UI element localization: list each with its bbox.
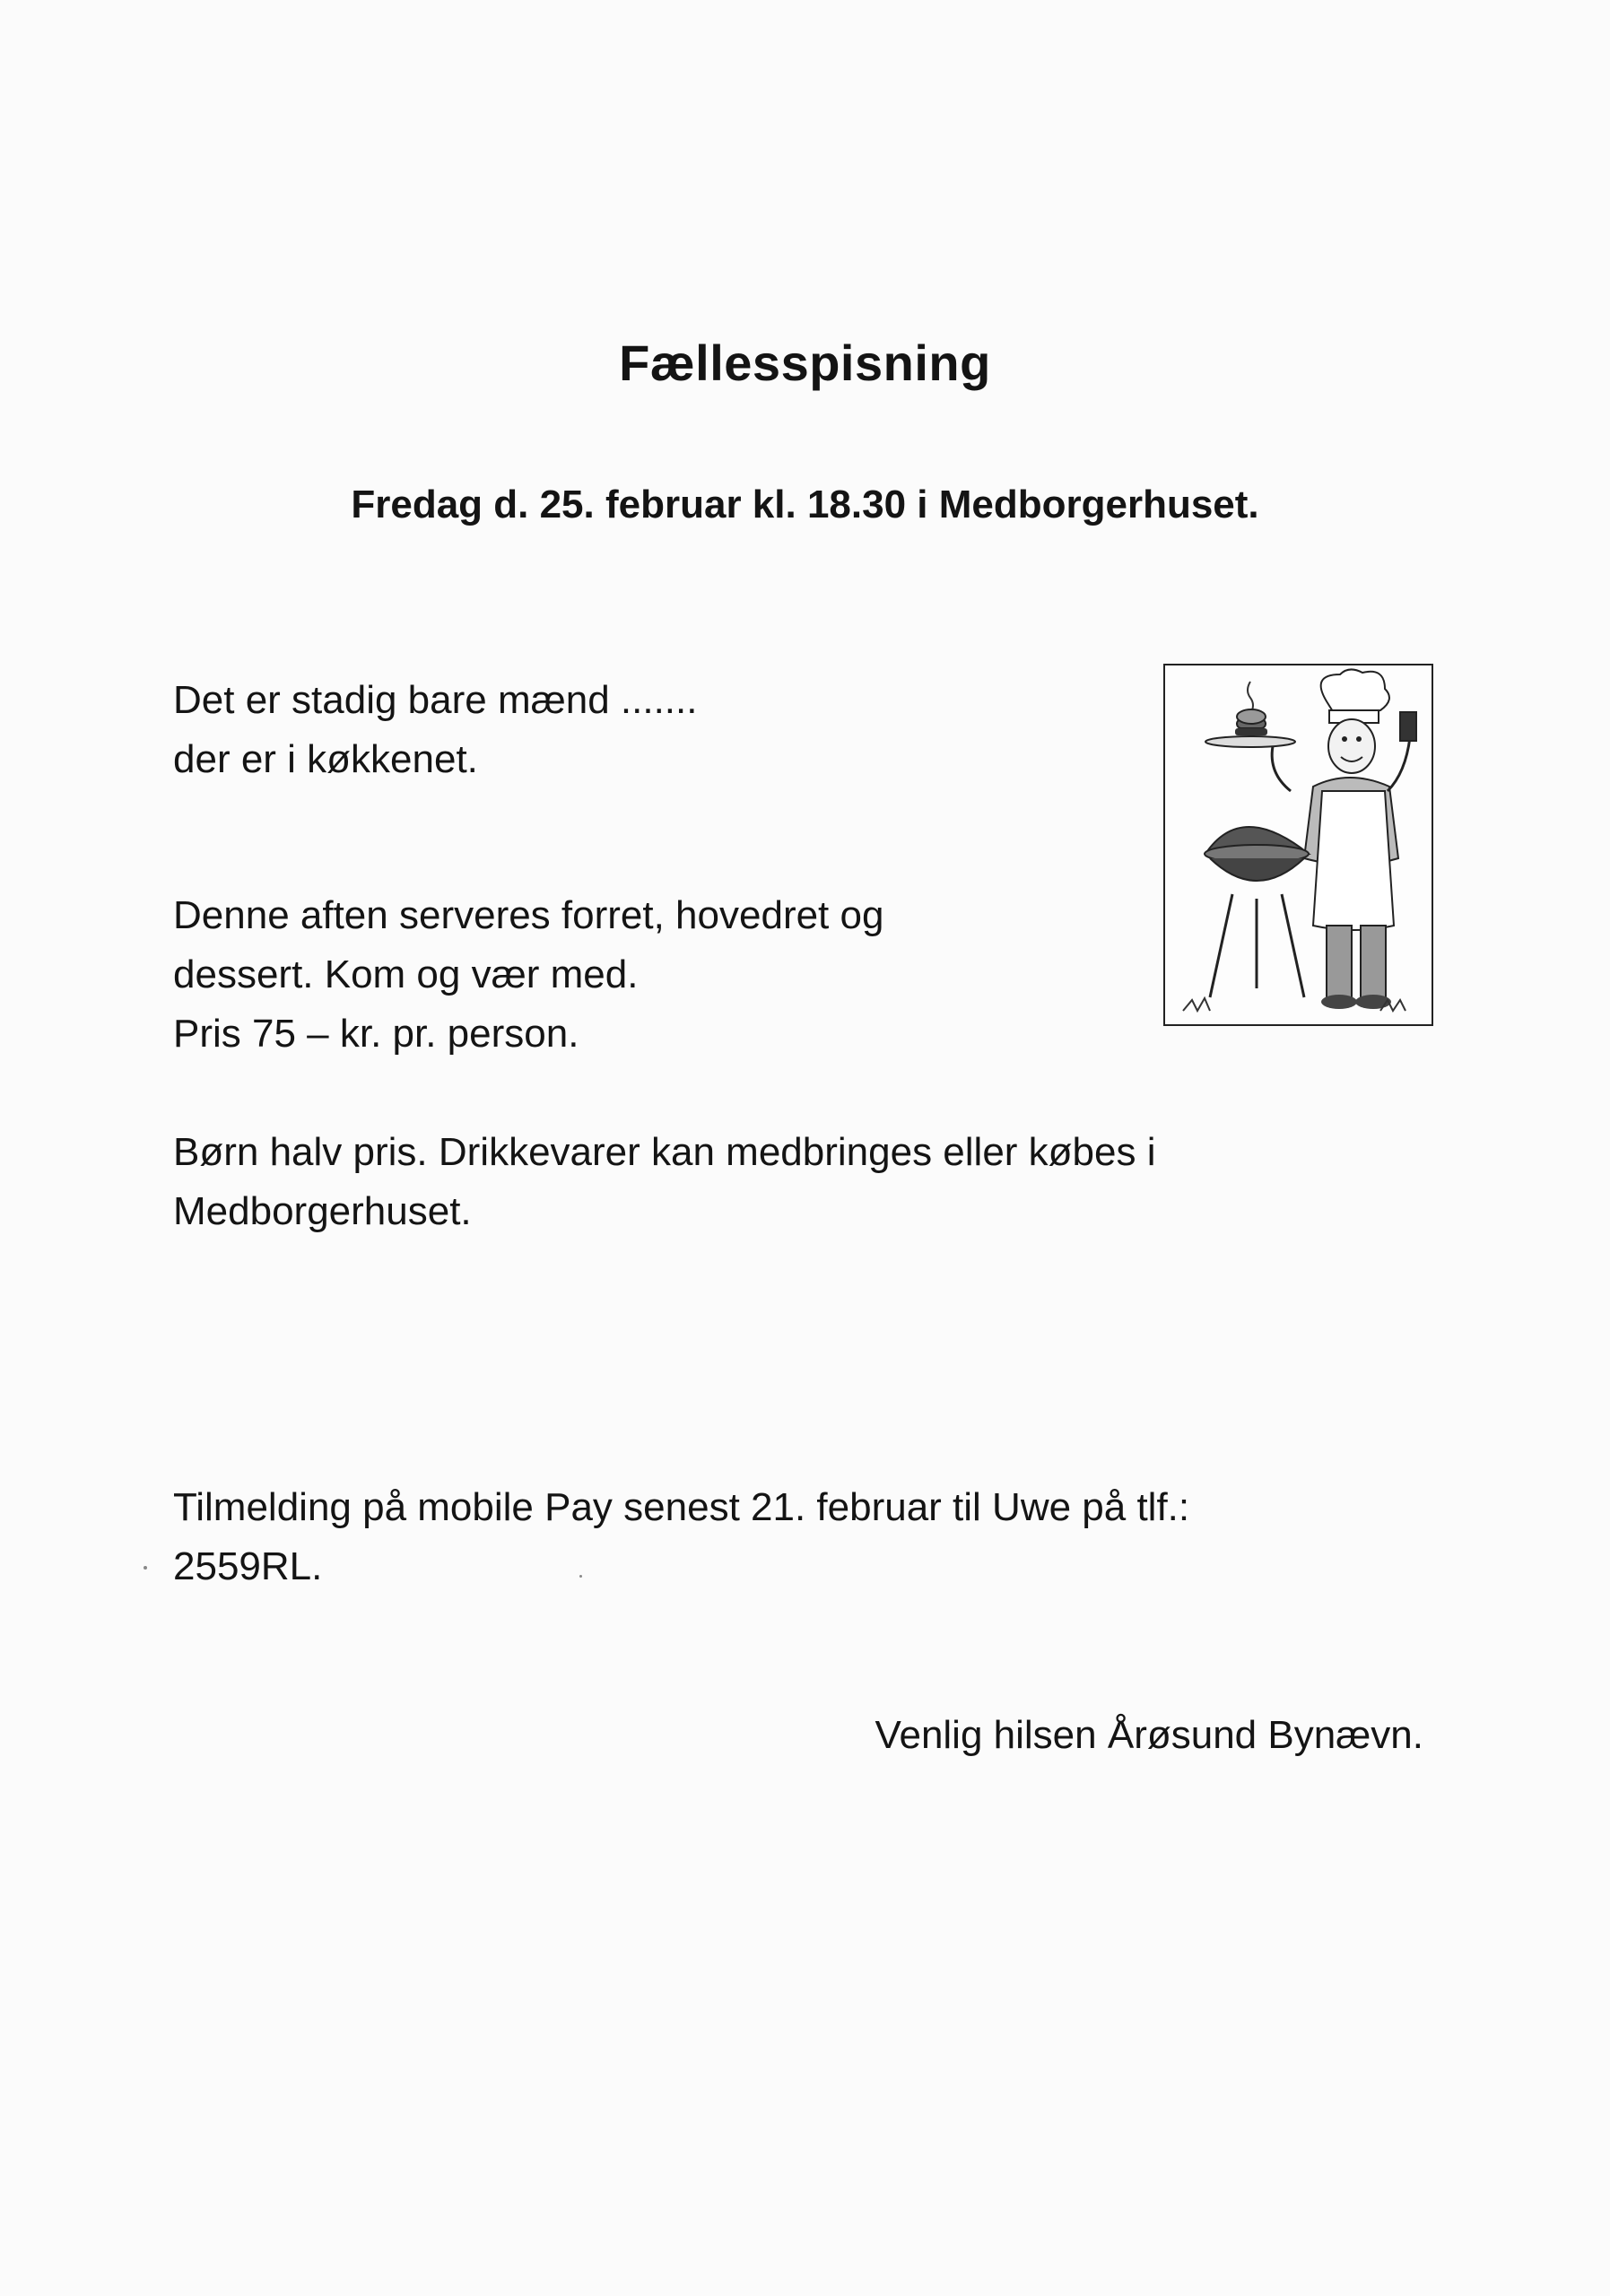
text-line: 2559RL. xyxy=(173,1544,323,1588)
paragraph-children-drinks xyxy=(173,1123,1156,1241)
text-line: der er i køkkenet. xyxy=(173,737,478,781)
paper-speck xyxy=(144,1566,147,1570)
text-line: Børn halv pris. Drikkevarer kan medbringes eller købes i xyxy=(173,1130,1156,1174)
text-line: Pris 75 – kr. pr. person. xyxy=(173,1012,579,1056)
paper-speck xyxy=(579,1575,582,1578)
text-line: Tilmelding på mobile Pay senest 21. februar til Uwe på tlf.: xyxy=(173,1485,1190,1529)
paragraph-registration xyxy=(173,1478,1189,1596)
paragraph-menu xyxy=(173,886,883,1064)
signature: Venlig hilsen Årøsund Bynævn. xyxy=(875,1713,1423,1757)
paragraph-men-in-kitchen xyxy=(173,671,697,789)
event-date-line: Fredag d. 25. februar kl. 18.30 i Medborgerhuset. xyxy=(351,483,1259,526)
text-line: dessert. Kom og vær med. xyxy=(173,952,639,996)
chef-grill-illustration xyxy=(1163,664,1433,1026)
page-title: Fællesspisning xyxy=(619,335,991,391)
text-line: Det er stadig bare mænd ....... xyxy=(173,678,698,722)
chef-grill-icon xyxy=(1165,665,1432,1024)
text-line: Medborgerhuset. xyxy=(173,1189,472,1233)
text-line: Denne aften serveres forret, hovedret og xyxy=(173,893,884,937)
